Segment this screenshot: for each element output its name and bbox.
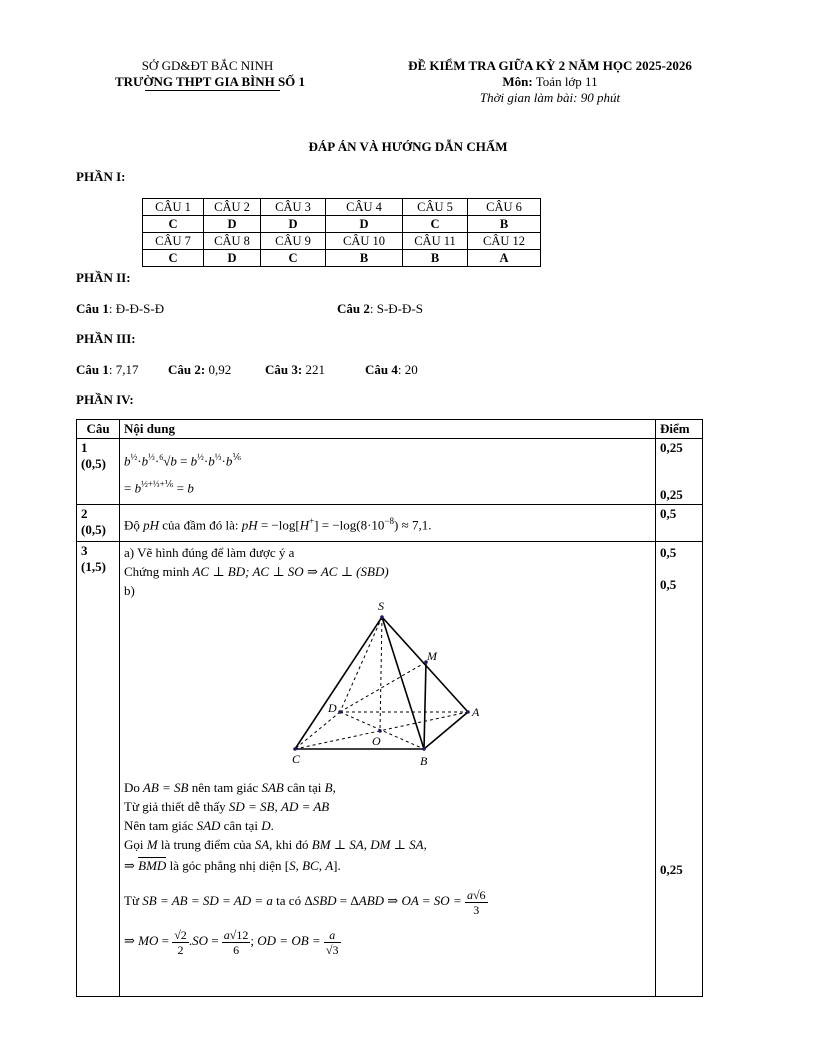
t4b: là trung điểm của <box>160 837 252 853</box>
part3-q2-label: Câu 2: <box>168 362 206 377</box>
row3-prove-label: Chứng minh <box>124 564 190 580</box>
table-row <box>143 233 541 250</box>
row1-score1: 0,25 <box>660 440 683 455</box>
t3b: cân tại <box>223 818 258 834</box>
question-cell: CÂU 2 <box>204 199 261 216</box>
edge-BA <box>424 712 468 749</box>
table-row <box>143 250 541 267</box>
subject-label: Môn: <box>502 74 533 89</box>
table-row <box>77 542 703 997</box>
answer-cell: C <box>143 250 204 267</box>
row3-num: 3 <box>81 543 88 559</box>
answer-cell: C <box>403 216 468 233</box>
row1-line1: $b^{\frac{1}{2}}\cdot b^{\frac{1}{3}}\cdot^6√b = b^{\frac{1}{2}}\cdot b^{\frac{1}{3}}\cdot b^{\frac{1}{6}}$ <box>124 452 242 469</box>
row3-text4: Gọi M là trung điểm của SA, khi đó BM ⊥ SA, DM ⊥ SA, <box>124 837 427 853</box>
row3-text1: Do AB = SB nên tam giác SAB cân tại B, <box>124 780 336 796</box>
label-A: A <box>472 705 480 720</box>
row1-line2: = $b^{\frac{1}{2}+\frac{1}{3}+\frac{1}{6}} = b$ <box>124 479 194 496</box>
label-B: B <box>420 754 428 769</box>
point-O <box>378 730 382 734</box>
part1-heading: PHẦN I: <box>76 169 126 184</box>
row3-part-a: a) Vẽ hình đúng để làm được ý a <box>124 545 295 561</box>
col-cau-header: Câu <box>77 420 120 439</box>
row2-question <box>77 505 120 542</box>
school-name-text: TRƯỜNG THPT GIA BÌNH SỐ 1 <box>114 74 306 89</box>
question-cell: CÂU 1 <box>143 199 204 216</box>
row2-points: (0,5) <box>81 522 106 537</box>
segment-SO <box>380 617 382 731</box>
point-C <box>293 748 297 752</box>
row3-text3: Nên tam giác SAD cân tại D. <box>124 818 274 834</box>
answer-cell: B <box>326 250 403 267</box>
label-O: O <box>372 734 381 749</box>
row3-score <box>656 542 703 997</box>
row3-points: (1,5) <box>81 559 106 575</box>
row2-text2: của đầm đó là: <box>162 517 239 533</box>
subject-value: Toán lớp 11 <box>535 74 598 89</box>
answer-cell: D <box>204 250 261 267</box>
part3-q1-label: Câu 1 <box>76 362 109 377</box>
row3-part-b: b) <box>124 583 135 599</box>
part3-q3 <box>265 362 325 378</box>
question-cell: CÂU 4 <box>326 199 403 216</box>
row3-text2: Từ giả thiết dễ thấy SD = SB, AD = AB <box>124 799 330 815</box>
label-M: M <box>427 649 437 664</box>
row2-text1: Độ <box>124 517 140 533</box>
t4a: Gọi <box>124 837 144 853</box>
part1-answer-table <box>142 198 541 267</box>
label-S: S <box>378 599 384 614</box>
label-D: D <box>328 701 337 716</box>
label-C: C <box>292 752 301 767</box>
part2-q1 <box>76 301 164 317</box>
row1-score <box>656 439 703 505</box>
answer-cell: D <box>261 216 326 233</box>
page-title: ĐÁP ÁN VÀ HƯỚNG DẪN CHẤM <box>308 139 508 154</box>
exam-subject <box>380 74 720 90</box>
t6b: ta có <box>276 893 302 909</box>
row3-content <box>120 542 656 997</box>
row3-text6: Từ SB = AB = SD = AD = a ta có ΔSBD = ΔABD ⇒ OA = SO = $\frac{a√6}{3}$ <box>124 887 486 917</box>
row3-question <box>77 542 120 997</box>
row3-text5: ⇒ BMD là góc phẳng nhị diện [S, BC, A]. <box>124 858 341 874</box>
point-B <box>422 748 426 752</box>
question-cell: CÂU 3 <box>261 199 326 216</box>
part3-q2 <box>168 362 231 378</box>
part3-q3-label: Câu 3: <box>265 362 303 377</box>
part3-heading: PHẦN III: <box>76 331 136 346</box>
part2-q1-label: Câu 1 <box>76 301 109 316</box>
part3-q1 <box>76 362 139 378</box>
exam-title: ĐỀ KIỂM TRA GIỮA KỲ 2 NĂM HỌC 2025-2026 <box>408 58 692 73</box>
question-cell: CÂU 11 <box>403 233 468 250</box>
part2-q2-value: : S-Đ-Đ-S <box>369 301 423 316</box>
edge-SD <box>340 617 382 712</box>
question-cell: CÂU 8 <box>204 233 261 250</box>
school-underline <box>145 90 280 91</box>
row3-prove-line: Chứng minh AC ⊥ BD; AC ⊥ SO ⇒ AC ⊥ (SBD) <box>124 564 389 580</box>
question-cell: CÂU 7 <box>143 233 204 250</box>
part2-q2-label: Câu 2 <box>337 301 370 316</box>
part3-q1-value: : 7,17 <box>108 362 139 377</box>
t1b: nên tam giác <box>191 780 259 796</box>
answer-cell: C <box>143 216 204 233</box>
row3-score1: 0,5 <box>660 545 677 561</box>
segment-DM <box>340 662 426 712</box>
row1-question <box>77 439 120 505</box>
question-cell: CÂU 12 <box>468 233 541 250</box>
part3-q4-value: : 20 <box>397 362 418 377</box>
answer-cell: C <box>261 250 326 267</box>
answer-cell: A <box>468 250 541 267</box>
segment-BM <box>424 662 426 749</box>
point-A <box>466 711 470 715</box>
diag-DB <box>340 712 424 749</box>
col-diem-header: Điểm <box>656 420 703 439</box>
t5b: là góc phẳng nhị diện <box>169 858 282 874</box>
answer-cell: D <box>326 216 403 233</box>
t6a: Từ <box>124 893 139 909</box>
table-row <box>77 439 703 505</box>
question-cell: CÂU 5 <box>403 199 468 216</box>
t3a: Nên tam giác <box>124 818 194 834</box>
exam-duration: Thời gian làm bài: 90 phút <box>479 90 621 105</box>
part3-q3-value: 221 <box>302 362 325 377</box>
question-cell: CÂU 6 <box>468 199 541 216</box>
part4-table <box>76 419 703 997</box>
t1a: Do <box>124 780 140 796</box>
row3-text7: ⇒ MO = $\frac{√2}{2}$ .SO = $\frac{a√12}{6}$ ; OD = OB = $\frac{a}{√3}$ <box>124 927 339 957</box>
question-cell: CÂU 9 <box>261 233 326 250</box>
point-S <box>380 616 384 620</box>
school-name <box>90 74 330 90</box>
t1c: cân tại <box>287 780 322 796</box>
school-department: SỞ GD&ĐT BẮC NINH <box>141 58 274 73</box>
edge-SC <box>295 617 382 749</box>
question-cell: CÂU 10 <box>326 233 403 250</box>
edge-SB <box>382 617 424 749</box>
row2-content: Độ pH của đầm đó là: pH = $-\log[H^+] = -\log(8\cdot 10^{-8}) \approx 7,1$. <box>120 505 656 542</box>
row1-points: (0,5) <box>81 456 106 471</box>
part2-q2 <box>337 301 423 317</box>
part2-q1-value: : Đ-Đ-S-Đ <box>108 301 165 316</box>
part4-heading: PHẦN IV: <box>76 392 134 407</box>
t4c: , khi đó <box>269 837 309 853</box>
row2-num: 2 <box>81 506 88 521</box>
table-row <box>143 199 541 216</box>
row2-result: ≈ 7,1. <box>401 517 432 533</box>
table-row <box>77 505 703 542</box>
part2-heading: PHẦN II: <box>76 270 131 285</box>
point-D <box>338 711 342 715</box>
answer-cell: B <box>403 250 468 267</box>
col-noidung-header: Nội dung <box>120 420 656 439</box>
part3-q4-label: Câu 4 <box>365 362 398 377</box>
row2-score: 0,5 <box>656 505 703 542</box>
edge-DC <box>295 712 340 749</box>
row3-score2: 0,5 <box>660 577 677 593</box>
row3-score3: 0,25 <box>660 862 683 878</box>
t2a: Từ giả thiết dễ thấy <box>124 799 226 815</box>
part3-q2-value: 0,92 <box>205 362 232 377</box>
row1-content <box>120 439 656 505</box>
pyramid-figure <box>292 598 512 778</box>
answer-cell: D <box>204 216 261 233</box>
row1-num: 1 <box>81 440 88 455</box>
part3-q4 <box>365 362 418 378</box>
table-row <box>143 216 541 233</box>
answer-cell: B <box>468 216 541 233</box>
table-header-row <box>77 420 703 439</box>
row1-score2: 0,25 <box>660 487 683 502</box>
